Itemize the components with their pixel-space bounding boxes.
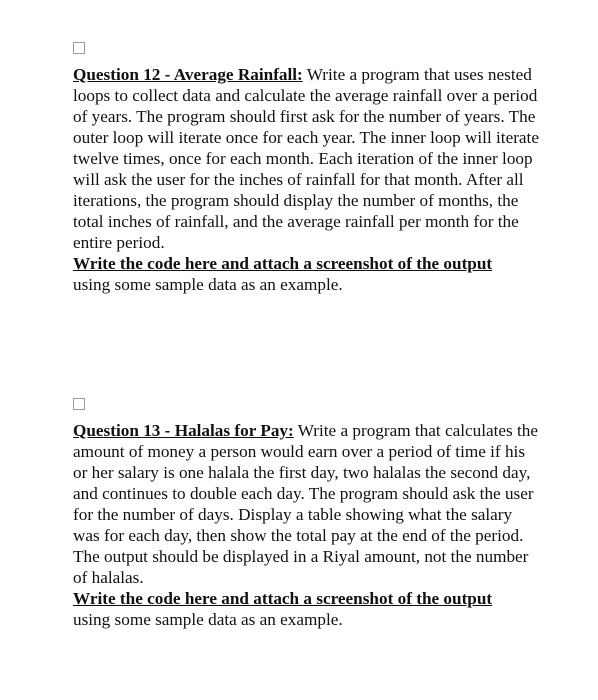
question-13-instruction [73,588,543,630]
question-12-instruction-rest: using some sample data as an example. [73,275,343,294]
question-13-text [73,420,543,588]
checkbox-question-13[interactable] [73,398,85,410]
question-12-instruction [73,253,543,295]
question-13-description: Write a program that calculates the amount of money a person would earn over a period of time if his or her salary is one halala the first day, two halalas the second day, and continues to double each day. The program should ask the user for the number of days. Display a table showing what the salary was for each day, then show the total pay at the end of the period. The output should be displayed in a Riyal amount, not the number of halalas. [73,421,539,587]
question-12-text [73,64,543,253]
question-12-instruction-bold: Write the code here and attach a screenshot of the output [73,254,493,273]
question-13-block [73,398,543,630]
question-13-instruction-bold: Write the code here and attach a screenshot of the output [73,589,493,608]
question-13-title: Question 13 - Halalas for Pay: [73,421,294,440]
question-12-block [73,42,543,295]
question-12-description: Write a program that uses nested loops to collect data and calculate the average rainfall over a period of years. The program should first ask for the number of years. The outer loop will iterate once for each year. The inner loop will iterate twelve times, once for each month. Each iteration of the inner loop will ask the user for the inches of rainfall for that month. After all iterations, the program should display the number of months, the total inches of rainfall, and the average rainfall per month for the entire period. [73,65,539,252]
question-12-title: Question 12 - Average Rainfall: [73,65,303,84]
question-13-instruction-rest: using some sample data as an example. [73,610,343,629]
checkbox-question-12[interactable] [73,42,85,54]
